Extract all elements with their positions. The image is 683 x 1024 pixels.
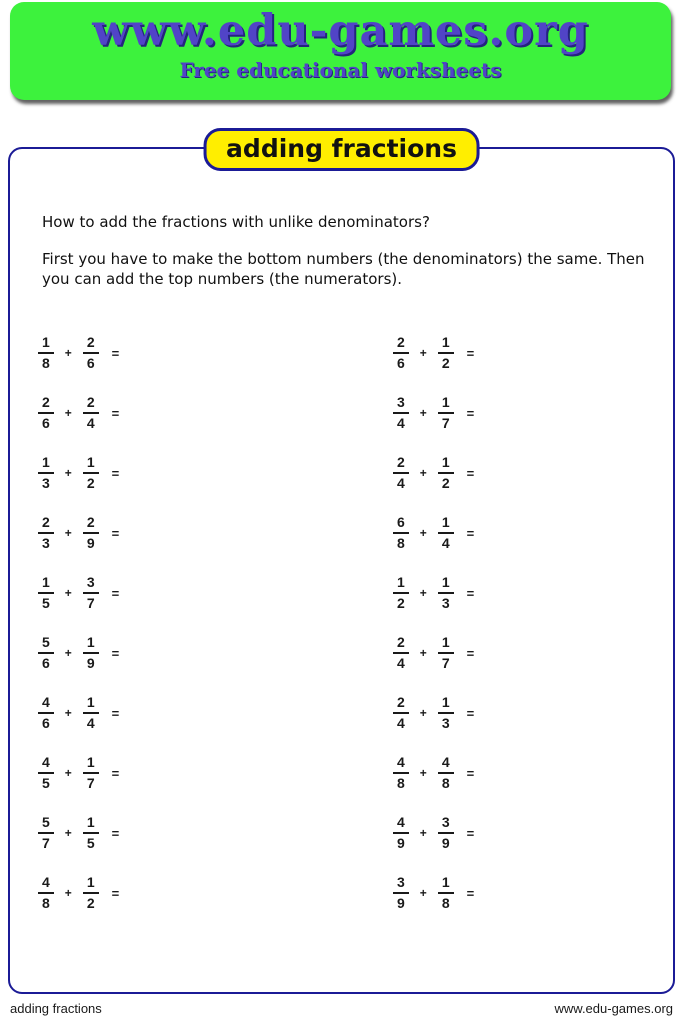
fraction — [83, 515, 99, 552]
numerator: 3 — [438, 815, 454, 834]
numerator: 1 — [83, 815, 99, 834]
denominator: 6 — [397, 355, 405, 371]
fraction — [38, 635, 54, 672]
plus-operator: + — [419, 526, 427, 540]
numerator: 1 — [438, 395, 454, 414]
numerator: 1 — [438, 875, 454, 894]
denominator: 2 — [86, 895, 95, 911]
denominator: 2 — [441, 475, 450, 491]
fraction — [83, 635, 99, 672]
plus-operator: + — [419, 406, 427, 420]
fraction-problem — [393, 334, 474, 372]
fraction — [83, 455, 99, 492]
plus-operator: + — [64, 586, 72, 600]
numerator: 4 — [393, 755, 409, 774]
fraction-problem — [393, 694, 474, 732]
site-title: www.edu-games.org — [92, 6, 589, 56]
numerator: 1 — [83, 695, 99, 714]
fraction — [38, 755, 54, 792]
numerator: 4 — [38, 875, 54, 894]
equals-sign: = — [466, 765, 475, 781]
equals-sign: = — [466, 825, 475, 841]
numerator: 1 — [438, 455, 454, 474]
plus-operator: + — [419, 466, 427, 480]
fraction — [83, 575, 99, 612]
fraction — [38, 695, 54, 732]
plus-operator: + — [419, 346, 427, 360]
equals-sign: = — [111, 705, 120, 721]
fraction — [393, 755, 409, 792]
numerator: 2 — [83, 515, 99, 534]
plus-operator: + — [419, 766, 427, 780]
denominator: 5 — [42, 595, 50, 611]
denominator: 5 — [86, 835, 95, 851]
fraction-problem — [38, 334, 119, 372]
numerator: 2 — [393, 335, 409, 354]
numerator: 1 — [83, 635, 99, 654]
fraction — [38, 875, 54, 912]
numerator: 1 — [83, 755, 99, 774]
numerator: 1 — [438, 695, 454, 714]
fraction — [438, 875, 454, 912]
instruction-question: How to add the fractions with unlike denominators? — [42, 213, 430, 231]
numerator: 2 — [38, 395, 54, 414]
fraction — [438, 695, 454, 732]
denominator: 8 — [42, 355, 50, 371]
fraction-problem — [393, 454, 474, 492]
numerator: 2 — [393, 695, 409, 714]
plus-operator: + — [64, 886, 72, 900]
denominator: 4 — [397, 415, 405, 431]
plus-operator: + — [64, 646, 72, 660]
fraction-problem — [393, 754, 474, 792]
equals-sign: = — [466, 585, 475, 601]
equals-sign: = — [466, 645, 475, 661]
denominator: 4 — [441, 535, 450, 551]
plus-operator: + — [419, 706, 427, 720]
plus-operator: + — [64, 526, 72, 540]
denominator: 8 — [441, 895, 450, 911]
denominator: 9 — [86, 655, 95, 671]
fraction — [83, 815, 99, 852]
numerator: 3 — [83, 575, 99, 594]
equals-sign: = — [111, 345, 120, 361]
plus-operator: + — [419, 646, 427, 660]
equals-sign: = — [466, 705, 475, 721]
problems-column-right — [393, 334, 474, 934]
fraction — [438, 575, 454, 612]
numerator: 1 — [83, 875, 99, 894]
equals-sign: = — [111, 825, 120, 841]
fraction — [83, 335, 99, 372]
numerator: 1 — [38, 575, 54, 594]
site-subtitle: Free educational worksheets — [179, 58, 502, 83]
plus-operator: + — [64, 346, 72, 360]
numerator: 2 — [393, 635, 409, 654]
denominator: 7 — [441, 655, 450, 671]
fraction — [38, 575, 54, 612]
denominator: 3 — [42, 535, 50, 551]
numerator: 1 — [38, 455, 54, 474]
equals-sign: = — [111, 465, 120, 481]
fraction — [393, 515, 409, 552]
fraction-problem — [38, 754, 119, 792]
numerator: 4 — [438, 755, 454, 774]
denominator: 9 — [441, 835, 450, 851]
equals-sign: = — [111, 525, 120, 541]
equals-sign: = — [111, 645, 120, 661]
site-header-banner — [10, 2, 671, 100]
numerator: 4 — [38, 695, 54, 714]
fraction — [393, 635, 409, 672]
numerator: 4 — [393, 815, 409, 834]
numerator: 1 — [38, 335, 54, 354]
denominator: 2 — [397, 595, 405, 611]
instruction-body: First you have to make the bottom numbers (the denominators) the same. Then you can add the top numbers (the numerators). — [42, 250, 645, 289]
denominator: 8 — [441, 775, 450, 791]
denominator: 4 — [397, 655, 405, 671]
denominator: 8 — [42, 895, 50, 911]
equals-sign: = — [111, 885, 120, 901]
numerator: 5 — [38, 815, 54, 834]
denominator: 8 — [397, 535, 405, 551]
footer-worksheet-name: adding fractions — [10, 1001, 102, 1016]
fraction-problem — [393, 574, 474, 612]
fraction-problem — [393, 874, 474, 912]
equals-sign: = — [466, 405, 475, 421]
fraction — [438, 335, 454, 372]
fraction-problem — [38, 454, 119, 492]
fraction — [38, 395, 54, 432]
fraction-problem — [393, 814, 474, 852]
denominator: 6 — [42, 715, 50, 731]
equals-sign: = — [111, 765, 120, 781]
equals-sign: = — [111, 585, 120, 601]
fraction — [393, 695, 409, 732]
numerator: 1 — [83, 455, 99, 474]
denominator: 2 — [441, 355, 450, 371]
numerator: 2 — [38, 515, 54, 534]
fraction — [393, 875, 409, 912]
fraction-problem — [38, 394, 119, 432]
fraction — [438, 395, 454, 432]
plus-operator: + — [64, 406, 72, 420]
equals-sign: = — [466, 345, 475, 361]
numerator: 3 — [393, 875, 409, 894]
worksheet-box — [8, 134, 675, 994]
fraction — [38, 815, 54, 852]
denominator: 6 — [42, 655, 50, 671]
plus-operator: + — [64, 826, 72, 840]
denominator: 7 — [86, 775, 95, 791]
fraction — [393, 575, 409, 612]
numerator: 1 — [438, 575, 454, 594]
fraction — [38, 335, 54, 372]
denominator: 4 — [397, 475, 405, 491]
equals-sign: = — [111, 405, 120, 421]
denominator: 4 — [86, 415, 95, 431]
denominator: 7 — [441, 415, 450, 431]
fraction — [83, 695, 99, 732]
fraction-problem — [38, 634, 119, 672]
fraction-problem — [38, 574, 119, 612]
equals-sign: = — [466, 465, 475, 481]
numerator: 2 — [83, 395, 99, 414]
numerator: 1 — [393, 575, 409, 594]
fraction-problem — [38, 694, 119, 732]
fraction — [83, 875, 99, 912]
numerator: 4 — [38, 755, 54, 774]
fraction-problem — [38, 814, 119, 852]
fraction — [38, 455, 54, 492]
numerator: 6 — [393, 515, 409, 534]
fraction — [393, 815, 409, 852]
fraction — [38, 515, 54, 552]
denominator: 9 — [86, 535, 95, 551]
footer-site-url: www.edu-games.org — [554, 1001, 673, 1016]
denominator: 4 — [397, 715, 405, 731]
fraction — [393, 455, 409, 492]
denominator: 5 — [42, 775, 50, 791]
denominator: 2 — [86, 475, 95, 491]
fraction — [83, 755, 99, 792]
numerator: 3 — [393, 395, 409, 414]
denominator: 7 — [86, 595, 95, 611]
fraction-problem — [38, 514, 119, 552]
fraction — [438, 815, 454, 852]
fraction-problem — [393, 514, 474, 552]
numerator: 1 — [438, 335, 454, 354]
denominator: 9 — [397, 835, 405, 851]
plus-operator: + — [64, 706, 72, 720]
denominator: 6 — [42, 415, 50, 431]
denominator: 8 — [397, 775, 405, 791]
denominator: 9 — [397, 895, 405, 911]
equals-sign: = — [466, 885, 475, 901]
denominator: 3 — [441, 595, 450, 611]
plus-operator: + — [419, 586, 427, 600]
fraction — [438, 515, 454, 552]
equals-sign: = — [466, 525, 475, 541]
numerator: 1 — [438, 635, 454, 654]
fraction — [438, 635, 454, 672]
fraction-problem — [38, 874, 119, 912]
plus-operator: + — [64, 766, 72, 780]
numerator: 5 — [38, 635, 54, 654]
plus-operator: + — [419, 826, 427, 840]
fraction — [83, 395, 99, 432]
denominator: 3 — [441, 715, 450, 731]
fraction — [393, 335, 409, 372]
fraction — [438, 455, 454, 492]
worksheet-title-badge: adding fractions — [203, 128, 480, 171]
plus-operator: + — [419, 886, 427, 900]
denominator: 7 — [42, 835, 50, 851]
numerator: 2 — [393, 455, 409, 474]
denominator: 6 — [86, 355, 95, 371]
fraction — [438, 755, 454, 792]
fraction-problem — [393, 634, 474, 672]
denominator: 3 — [42, 475, 50, 491]
problems-column-left — [38, 334, 119, 934]
numerator: 2 — [83, 335, 99, 354]
denominator: 4 — [86, 715, 95, 731]
fraction-problem — [393, 394, 474, 432]
plus-operator: + — [64, 466, 72, 480]
numerator: 1 — [438, 515, 454, 534]
fraction — [393, 395, 409, 432]
